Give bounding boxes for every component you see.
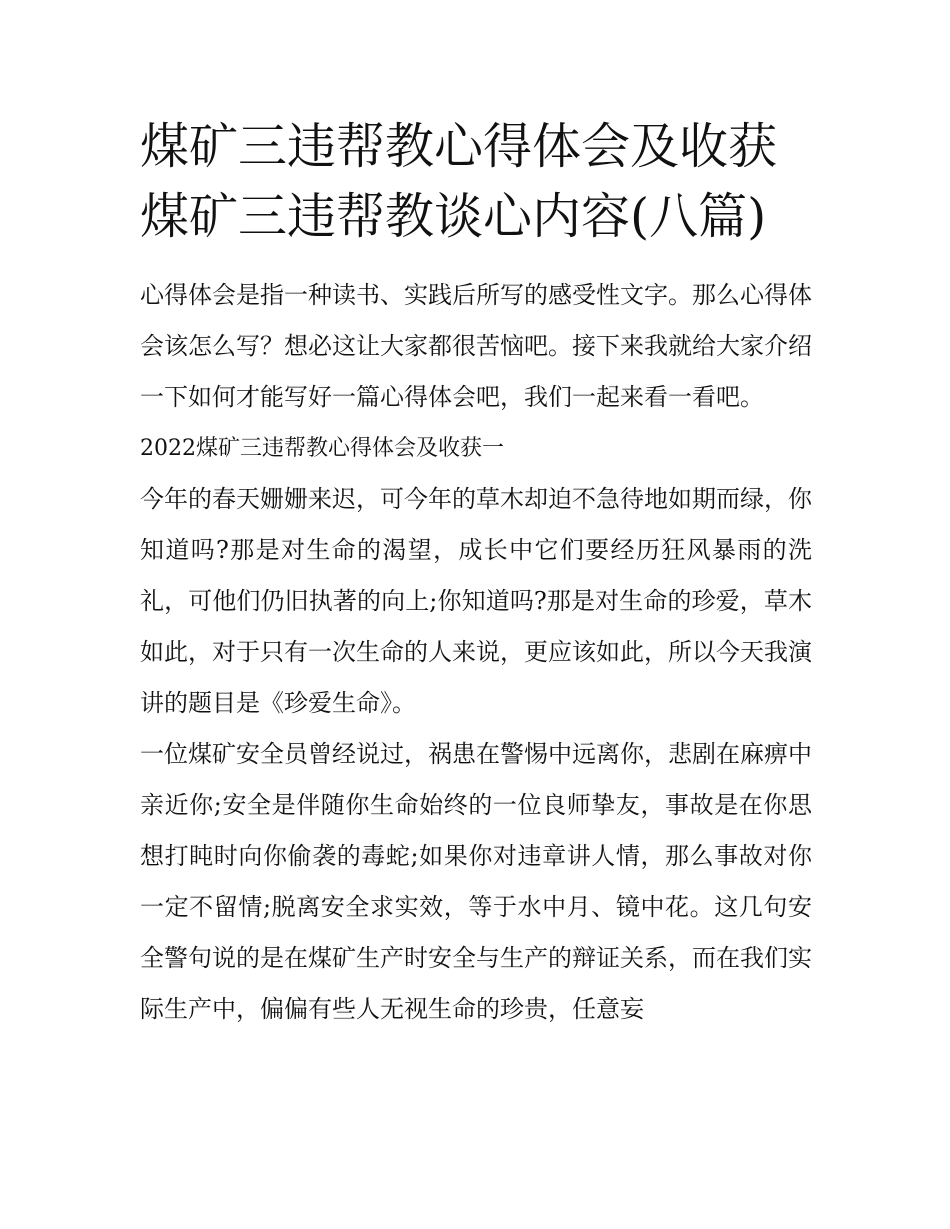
- title-line-1: 煤矿三违帮教心得体会及收获: [140, 118, 778, 175]
- body-paragraph-1: 今年的春天姗姗来迟，可今年的草木却迫不急待地如期而绿，你知道吗?那是对生命的渴望，成长中它们要经历狂风暴雨的洗礼，可他们仍旧执著的向上;你知道吗?那是对生命的珍爱，草木如此，对于只有一次生命的人来说，更应该如此，所以今天我演讲的题目是《珍爱生命》。: [140, 485, 812, 717]
- intro-paragraph: 心得体会是指一种读书、实践后所写的感受性文字。那么心得体会该怎么写？想必这让大家都很苦恼吧。接下来我就给大家介绍一下如何才能写好一篇心得体会吧，我们一起来看一看吧。: [140, 281, 812, 411]
- body-paragraph-2: 一位煤矿安全员曾经说过，祸患在警惕中远离你，悲剧在麻痹中亲近你;安全是伴随你生命始终的一位良师挚友，事故是在你思想打盹时向你偷袭的毒蛇;如果你对违章讲人情，那么事故对你一定不留情;脱离安全求实效，等于水中月、镜中花。这几句安全警句说的是在煤矿生产时安全与生产的辩证关系，而在我们实际生产中，偏偏有些人无视生命的珍贵，任意妄: [140, 740, 812, 1023]
- document-title: [140, 112, 812, 252]
- document-body: [140, 112, 812, 1035]
- title-line-2: 煤矿三违帮教谈心内容(八篇): [140, 188, 767, 245]
- section-heading: 2022煤矿三违帮教心得体会及收获一: [140, 436, 504, 461]
